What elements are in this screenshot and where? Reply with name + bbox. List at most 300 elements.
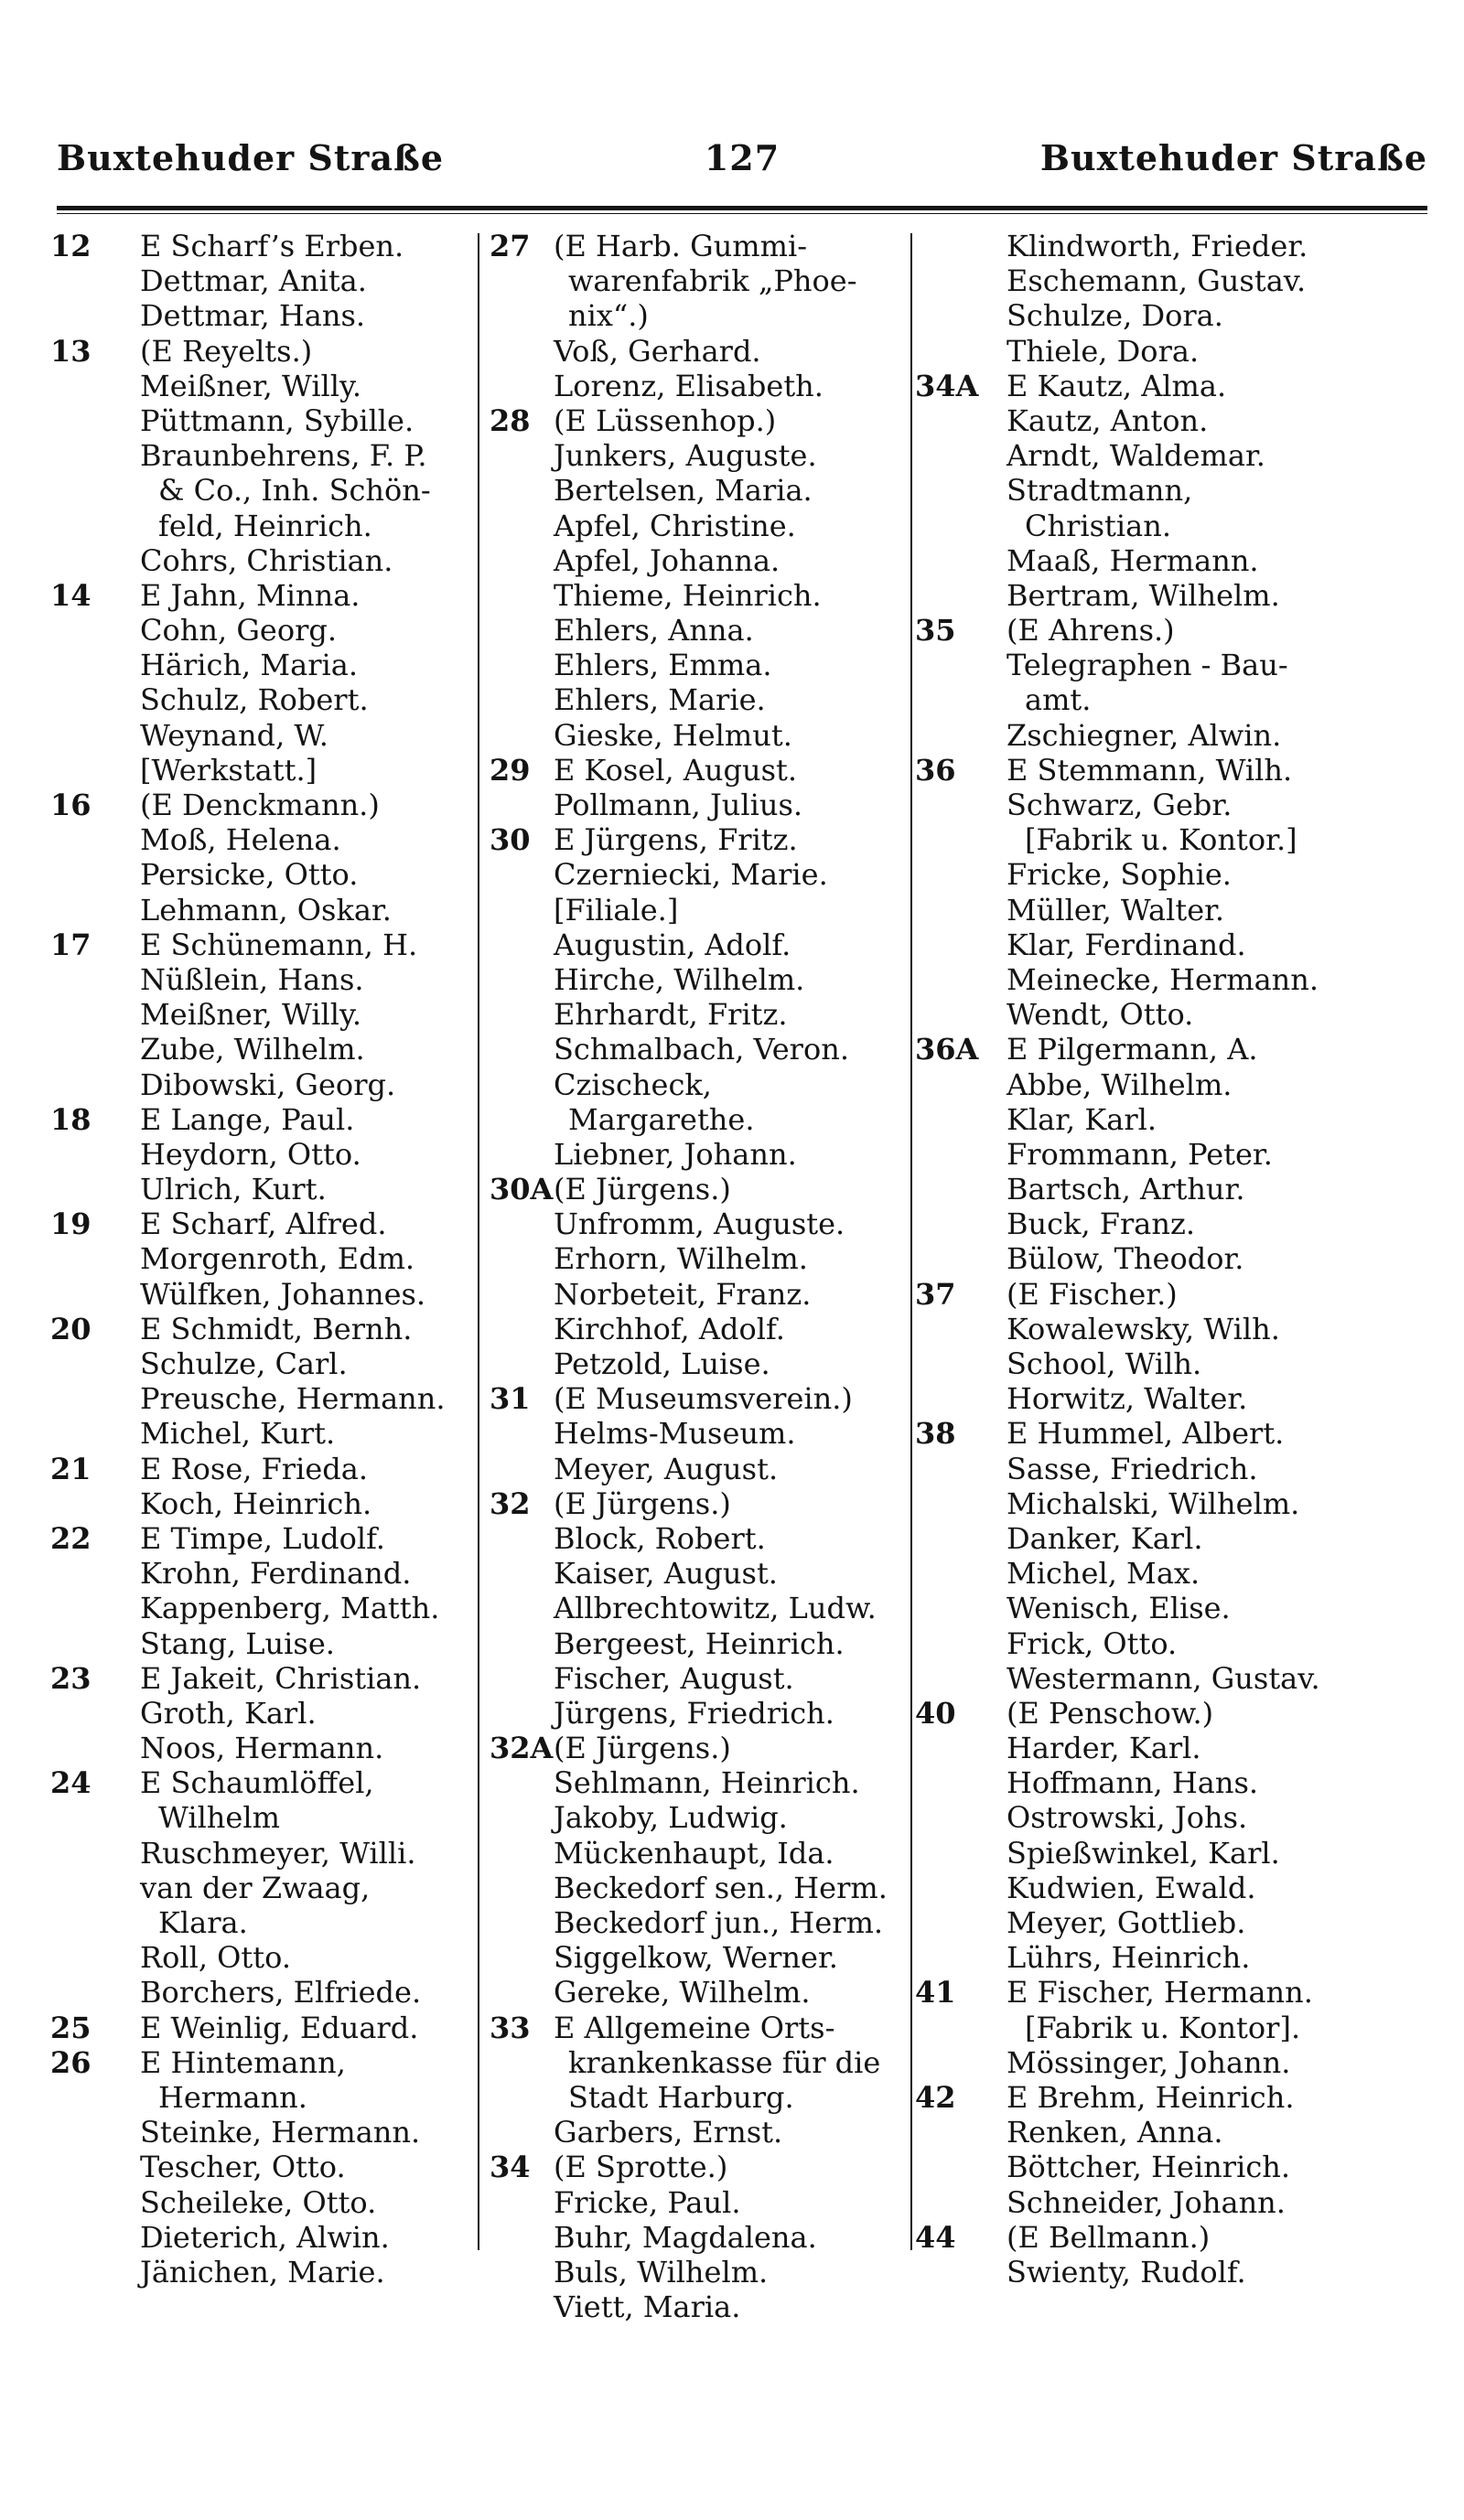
resident-entry: (E Ahrens.) [1006, 613, 1175, 649]
resident-entry: (E Reyelts.) [140, 333, 313, 369]
resident-entry: Dieterich, Alwin. [140, 2219, 390, 2255]
resident-entry: (E Jürgens.) [554, 1485, 731, 1521]
house-number: 24 [50, 1765, 92, 1801]
directory-line [50, 1241, 480, 1276]
resident-entry: Hermann. [158, 2079, 307, 2115]
directory-line [490, 2220, 929, 2255]
resident-entry: Michalski, Wilhelm. [1006, 1485, 1300, 1521]
directory-line [490, 229, 929, 263]
resident-entry: Ulrich, Kurt. [140, 1172, 327, 1207]
directory-line [490, 1556, 929, 1591]
directory-line [50, 298, 480, 333]
resident-entry: E Pilgermann, A. [1006, 1032, 1258, 1067]
directory-line [915, 1241, 1372, 1276]
directory-line [50, 1452, 480, 1486]
house-number: 12 [50, 229, 92, 263]
directory-line [50, 1032, 480, 1067]
directory-line [50, 1137, 480, 1172]
directory-line [915, 1067, 1372, 1102]
directory-line [915, 1626, 1372, 1661]
column-1 [50, 229, 480, 2289]
directory-line [915, 1521, 1372, 1556]
directory-line [50, 2185, 480, 2220]
house-number: 22 [50, 1520, 92, 1556]
resident-entry: krankenkasse für die [568, 2044, 881, 2080]
house-number: 38 [915, 1416, 956, 1452]
resident-entry: Cohrs, Christian. [140, 542, 393, 578]
resident-entry: Stadt Harburg. [568, 2079, 794, 2115]
resident-entry: Renken, Anna. [1006, 2115, 1223, 2150]
resident-entry: E Jürgens, Fritz. [554, 822, 798, 858]
resident-entry: E Jahn, Minna. [140, 577, 361, 613]
resident-entry: Braunbehrens, F. P. [140, 438, 427, 474]
directory-line [50, 1626, 480, 1661]
directory-line [50, 1871, 480, 1905]
resident-entry: Gieske, Helmut. [554, 717, 792, 753]
resident-entry: Jakoby, Ludwig. [554, 1800, 788, 1836]
resident-entry: Frick, Otto. [1006, 1625, 1178, 1661]
directory-line [490, 1277, 929, 1312]
resident-entry: Kudwien, Ewald. [1006, 1870, 1256, 1905]
resident-entry: Gereke, Wilhelm. [554, 1975, 811, 2011]
resident-entry: Lorenz, Elisabeth. [554, 368, 824, 403]
house-number: 42 [915, 2079, 956, 2115]
resident-entry: Jänichen, Marie. [140, 2254, 385, 2289]
resident-entry: E Stemmann, Wilh. [1006, 752, 1293, 788]
directory-line [915, 1556, 1372, 1591]
resident-entry: E Rose, Frieda. [140, 1451, 368, 1486]
house-number: 28 [490, 402, 531, 438]
directory-line [50, 893, 480, 928]
resident-entry: Czischeck, [554, 1067, 712, 1102]
resident-entry: E Weinlig, Eduard. [140, 2010, 419, 2045]
resident-entry: Buls, Wilhelm. [554, 2254, 769, 2289]
resident-entry: (E Jürgens.) [554, 1172, 731, 1207]
directory-line [915, 2080, 1372, 2115]
directory-line [915, 2185, 1372, 2220]
house-number: 16 [50, 788, 92, 822]
resident-entry: Zube, Wilhelm. [140, 1032, 365, 1067]
house-number: 13 [50, 333, 92, 369]
resident-entry: Preusche, Hermann. [140, 1381, 446, 1417]
resident-entry: Liebner, Johann. [554, 1136, 797, 1172]
directory-line [915, 788, 1372, 822]
resident-entry: Buhr, Magdalena. [554, 2219, 817, 2255]
directory-line [915, 1591, 1372, 1625]
directory-line [490, 1486, 929, 1521]
directory-line [50, 1067, 480, 1102]
resident-entry: Meyer, August. [554, 1451, 779, 1486]
directory-line [915, 1905, 1372, 1940]
directory-line [50, 1556, 480, 1591]
resident-entry: Apfel, Johanna. [554, 542, 780, 578]
directory-line [490, 509, 929, 543]
resident-entry: Dibowski, Georg. [140, 1067, 396, 1102]
resident-entry: E Jakeit, Christian. [140, 1660, 422, 1696]
directory-line [915, 1731, 1372, 1765]
directory-line [915, 1102, 1372, 1137]
directory-line [490, 1346, 929, 1381]
resident-entry: Scheileke, Otto. [140, 2184, 377, 2220]
directory-line [915, 1312, 1372, 1346]
directory-line [915, 2150, 1372, 2184]
directory-line [490, 1626, 929, 1661]
house-number: 21 [50, 1451, 92, 1486]
resident-entry: Noos, Hermann. [140, 1731, 384, 1766]
directory-line [490, 2185, 929, 2220]
directory-line [915, 1836, 1372, 1871]
resident-entry: Hoffmann, Hans. [1006, 1765, 1259, 1801]
house-number: 17 [50, 927, 92, 962]
resident-entry: Garbers, Ernst. [554, 2115, 783, 2150]
resident-entry: Schmalbach, Veron. [554, 1032, 849, 1067]
resident-entry: [Werkstatt.] [140, 752, 318, 788]
directory-line [490, 893, 929, 928]
directory-line [50, 2011, 480, 2045]
resident-entry: School, Wilh. [1006, 1346, 1202, 1381]
resident-entry: Bülow, Theodor. [1006, 1241, 1244, 1277]
resident-entry: [Fabrik u. Kontor]. [1025, 2010, 1301, 2045]
resident-entry: (E Jürgens.) [554, 1731, 731, 1766]
page-number: 127 [704, 137, 780, 178]
directory-line [915, 962, 1372, 997]
house-number: 23 [50, 1660, 92, 1696]
directory-line [915, 1206, 1372, 1241]
resident-entry: E Allgemeine Orts- [554, 2010, 835, 2045]
resident-entry: (E Lüssenhop.) [554, 402, 777, 438]
resident-entry: Pollmann, Julius. [554, 788, 803, 822]
resident-entry: Erhorn, Wilhelm. [554, 1241, 808, 1277]
resident-entry: Norbeteit, Franz. [554, 1276, 812, 1312]
resident-entry: Maaß, Hermann. [1006, 542, 1259, 578]
resident-entry: [Fabrik u. Kontor.] [1025, 822, 1297, 858]
resident-entry: Persicke, Otto. [140, 857, 359, 893]
resident-entry: Klar, Karl. [1006, 1101, 1157, 1137]
directory-line [50, 1696, 480, 1731]
house-number: 35 [915, 613, 956, 649]
directory-line [915, 1661, 1372, 1696]
resident-entry: E Kautz, Alma. [1006, 368, 1227, 403]
directory-line [490, 1836, 929, 1871]
directory-line [50, 2220, 480, 2255]
directory-line [915, 2045, 1372, 2080]
directory-line [490, 1032, 929, 1067]
directory-line [915, 1346, 1372, 1381]
directory-line [915, 1486, 1372, 1521]
house-number: 36A [915, 1032, 979, 1067]
resident-entry: Frommann, Peter. [1006, 1136, 1273, 1172]
directory-line [915, 334, 1372, 369]
directory-line [50, 543, 480, 578]
directory-line [915, 1765, 1372, 1800]
header-rule [57, 206, 1427, 210]
resident-entry: Hirche, Wilhelm. [554, 961, 805, 997]
directory-line [490, 1067, 929, 1102]
resident-entry: Roll, Otto. [140, 1940, 291, 1976]
resident-entry: Klara. [158, 1905, 248, 1940]
resident-entry: & Co., Inh. Schön- [158, 473, 431, 509]
house-number: 29 [490, 752, 531, 788]
directory-line [490, 682, 929, 717]
resident-entry: Schulz, Robert. [140, 682, 369, 718]
directory-line [915, 1940, 1372, 1975]
resident-entry: Junkers, Auguste. [554, 438, 817, 474]
directory-line [490, 1905, 929, 1940]
directory-line [915, 648, 1372, 682]
directory-line [915, 1381, 1372, 1416]
house-number: 31 [490, 1381, 531, 1417]
directory-line [50, 473, 480, 508]
resident-entry: Fricke, Paul. [554, 2184, 741, 2220]
resident-entry: Voß, Gerhard. [554, 333, 761, 369]
directory-line [50, 1940, 480, 1975]
resident-entry: Wilhelm [158, 1800, 280, 1836]
resident-entry: Telegraphen - Bau- [1006, 648, 1288, 683]
directory-line [490, 2080, 929, 2115]
house-number: 25 [50, 2010, 92, 2045]
directory-line [490, 1416, 929, 1451]
resident-entry: Swienty, Rudolf. [1006, 2254, 1246, 2289]
resident-entry: (E Penschow.) [1006, 1695, 1214, 1731]
resident-entry: (E Denckmann.) [140, 788, 380, 822]
directory-line [490, 2289, 929, 2324]
directory-line [490, 2115, 929, 2150]
house-number: 37 [915, 1276, 956, 1312]
directory-line [490, 962, 929, 997]
resident-entry: E Fischer, Hermann. [1006, 1975, 1313, 2011]
resident-entry: Bertram, Wilhelm. [1006, 577, 1280, 613]
resident-entry: Allbrechtowitz, Ludw. [554, 1591, 877, 1626]
resident-entry: E Brehm, Heinrich. [1006, 2079, 1295, 2115]
resident-entry: Thiele, Dora. [1006, 333, 1200, 369]
resident-entry: Eschemann, Gustav. [1006, 263, 1307, 299]
directory-line [50, 753, 480, 788]
resident-entry: Zschiegner, Alwin. [1006, 717, 1282, 753]
directory-line [50, 1312, 480, 1346]
resident-entry: Kowalewsky, Wilh. [1006, 1311, 1280, 1346]
directory-line [50, 2115, 480, 2150]
directory-line [490, 753, 929, 788]
directory-line [50, 1765, 480, 1800]
directory-line [915, 718, 1372, 753]
directory-line [915, 682, 1372, 717]
directory-line [915, 1416, 1372, 1451]
directory-line [50, 1905, 480, 1940]
resident-entry: (E Fischer.) [1006, 1276, 1178, 1312]
resident-entry: E Scharf, Alfred. [140, 1206, 387, 1242]
directory-line [490, 1381, 929, 1416]
directory-line [50, 1206, 480, 1241]
house-number: 44 [915, 2219, 956, 2255]
directory-line [915, 369, 1372, 403]
directory-line [50, 1591, 480, 1625]
resident-entry: Borchers, Elfriede. [140, 1975, 422, 2011]
resident-entry: Püttmann, Sybille. [140, 402, 414, 438]
directory-line [490, 613, 929, 648]
directory-line [915, 1800, 1372, 1835]
resident-entry: Unfromm, Auguste. [554, 1206, 845, 1242]
resident-entry: Apfel, Christine. [554, 508, 796, 543]
directory-line [915, 473, 1372, 508]
running-head-right: Buxtehuder Straße [1039, 137, 1427, 178]
directory-line [490, 1591, 929, 1625]
directory-line [50, 1346, 480, 1381]
directory-line [490, 1975, 929, 2010]
directory-line [490, 1102, 929, 1137]
directory-line [490, 1206, 929, 1241]
house-number: 14 [50, 577, 92, 613]
house-number: 20 [50, 1311, 92, 1346]
resident-entry: Fischer, August. [554, 1660, 794, 1696]
directory-line [490, 788, 929, 822]
directory-line [50, 369, 480, 403]
resident-entry: Böttcher, Heinrich. [1006, 2150, 1291, 2185]
resident-entry: warenfabrik „Phoe- [568, 263, 857, 299]
directory-line [50, 2080, 480, 2115]
house-number: 30A [490, 1172, 554, 1207]
resident-entry: Beckedorf jun., Herm. [554, 1905, 884, 1940]
directory-line [490, 1521, 929, 1556]
directory-line [50, 857, 480, 892]
directory-line [915, 1696, 1372, 1731]
directory-line [915, 543, 1372, 578]
directory-line [490, 2150, 929, 2184]
resident-entry: Schulze, Carl. [140, 1346, 348, 1381]
resident-entry: nix“.) [568, 298, 649, 334]
resident-entry: Müller, Walter. [1006, 892, 1225, 928]
directory-line [490, 438, 929, 473]
house-number: 33 [490, 2010, 531, 2045]
column-3 [915, 229, 1372, 2289]
directory-line [50, 1277, 480, 1312]
resident-entry: Sasse, Friedrich. [1006, 1451, 1258, 1486]
house-number: 34A [915, 368, 979, 403]
resident-entry: (E Harb. Gummi- [554, 229, 808, 263]
directory-line [490, 2255, 929, 2289]
resident-entry: Ehlers, Marie. [554, 682, 766, 718]
house-number: 34 [490, 2150, 531, 2185]
resident-entry: Kappenberg, Matth. [140, 1591, 440, 1626]
directory-line [50, 718, 480, 753]
resident-entry: Dettmar, Anita. [140, 263, 367, 299]
directory-line [490, 1940, 929, 1975]
house-number: 40 [915, 1695, 956, 1731]
resident-entry: Härich, Maria. [140, 648, 359, 683]
resident-entry: Meyer, Gottlieb. [1006, 1905, 1246, 1940]
directory-line [490, 543, 929, 578]
resident-entry: Klar, Ferdinand. [1006, 927, 1246, 962]
directory-line [50, 1381, 480, 1416]
resident-entry: Bartsch, Arthur. [1006, 1172, 1245, 1207]
resident-entry: Abbe, Wilhelm. [1006, 1067, 1233, 1102]
directory-line [50, 648, 480, 682]
resident-entry: E Schünemann, H. [140, 927, 418, 962]
resident-entry: E Lange, Paul. [140, 1101, 355, 1137]
directory-line [490, 369, 929, 403]
directory-line [915, 753, 1372, 788]
resident-entry: Siggelkow, Werner. [554, 1940, 838, 1976]
resident-entry: Michel, Kurt. [140, 1416, 336, 1452]
directory-line [490, 1871, 929, 1905]
directory-line [50, 1521, 480, 1556]
directory-line [915, 928, 1372, 962]
resident-entry: Danker, Karl. [1006, 1520, 1203, 1556]
resident-entry: Petzold, Luise. [554, 1346, 770, 1381]
resident-entry: Mückenhaupt, Ida. [554, 1835, 834, 1871]
directory-line [915, 1975, 1372, 2010]
resident-entry: Ostrowski, Johs. [1006, 1800, 1248, 1836]
resident-entry: E Kosel, August. [554, 752, 798, 788]
directory-line [490, 1241, 929, 1276]
resident-entry: Arndt, Waldemar. [1006, 438, 1265, 474]
resident-entry: Schneider, Johann. [1006, 2184, 1286, 2220]
directory-line [915, 403, 1372, 438]
resident-entry: Koch, Heinrich. [140, 1485, 372, 1521]
resident-entry: (E Sprotte.) [554, 2150, 728, 2185]
resident-entry: Lührs, Heinrich. [1006, 1940, 1251, 1976]
directory-line [915, 1032, 1372, 1067]
resident-entry: Spießwinkel, Karl. [1006, 1835, 1280, 1871]
directory-line [915, 229, 1372, 263]
resident-entry: E Schaumlöffel, [140, 1765, 374, 1801]
directory-line [915, 997, 1372, 1032]
directory-line [490, 1661, 929, 1696]
directory-line [490, 1800, 929, 1835]
directory-line [50, 1661, 480, 1696]
directory-line [50, 2150, 480, 2184]
resident-entry: Augustin, Adolf. [554, 927, 791, 962]
directory-line [50, 1172, 480, 1206]
resident-entry: Schwarz, Gebr. [1006, 788, 1233, 822]
directory-line [50, 509, 480, 543]
directory-line [490, 473, 929, 508]
resident-entry: E Hummel, Albert. [1006, 1416, 1285, 1452]
resident-entry: E Schmidt, Bernh. [140, 1311, 413, 1346]
resident-entry: Kaiser, August. [554, 1556, 778, 1592]
directory-line [50, 1800, 480, 1835]
resident-entry: Steinke, Hermann. [140, 2115, 421, 2150]
resident-entry: Christian. [1025, 508, 1171, 543]
resident-entry: feld, Heinrich. [158, 508, 372, 543]
resident-entry: Mössinger, Johann. [1006, 2044, 1291, 2080]
resident-entry: Tescher, Otto. [140, 2150, 346, 2185]
directory-line [490, 2011, 929, 2045]
resident-entry: Stang, Luise. [140, 1625, 335, 1661]
resident-entry: Czerniecki, Marie. [554, 857, 828, 893]
resident-entry: Nüßlein, Hans. [140, 961, 364, 997]
directory-line [490, 1172, 929, 1206]
resident-entry: Ehlers, Emma. [554, 648, 772, 683]
directory-line [490, 1765, 929, 1800]
resident-entry: Ehlers, Anna. [554, 613, 754, 649]
header-rule-thin [57, 213, 1427, 214]
resident-entry: Lehmann, Oskar. [140, 892, 392, 928]
page-header [57, 137, 1427, 201]
house-number: 41 [915, 1975, 956, 2011]
directory-line [50, 334, 480, 369]
directory-line [490, 1731, 929, 1765]
house-number: 36 [915, 752, 956, 788]
resident-entry: Morgenroth, Edm. [140, 1241, 415, 1277]
resident-entry: Cohn, Georg. [140, 613, 338, 649]
resident-entry: Meißner, Willy. [140, 997, 362, 1033]
directory-line [915, 509, 1372, 543]
resident-entry: Horwitz, Walter. [1006, 1381, 1248, 1417]
directory-line [50, 438, 480, 473]
directory-line [915, 613, 1372, 648]
directory-line [915, 2115, 1372, 2150]
directory-line [490, 1137, 929, 1172]
